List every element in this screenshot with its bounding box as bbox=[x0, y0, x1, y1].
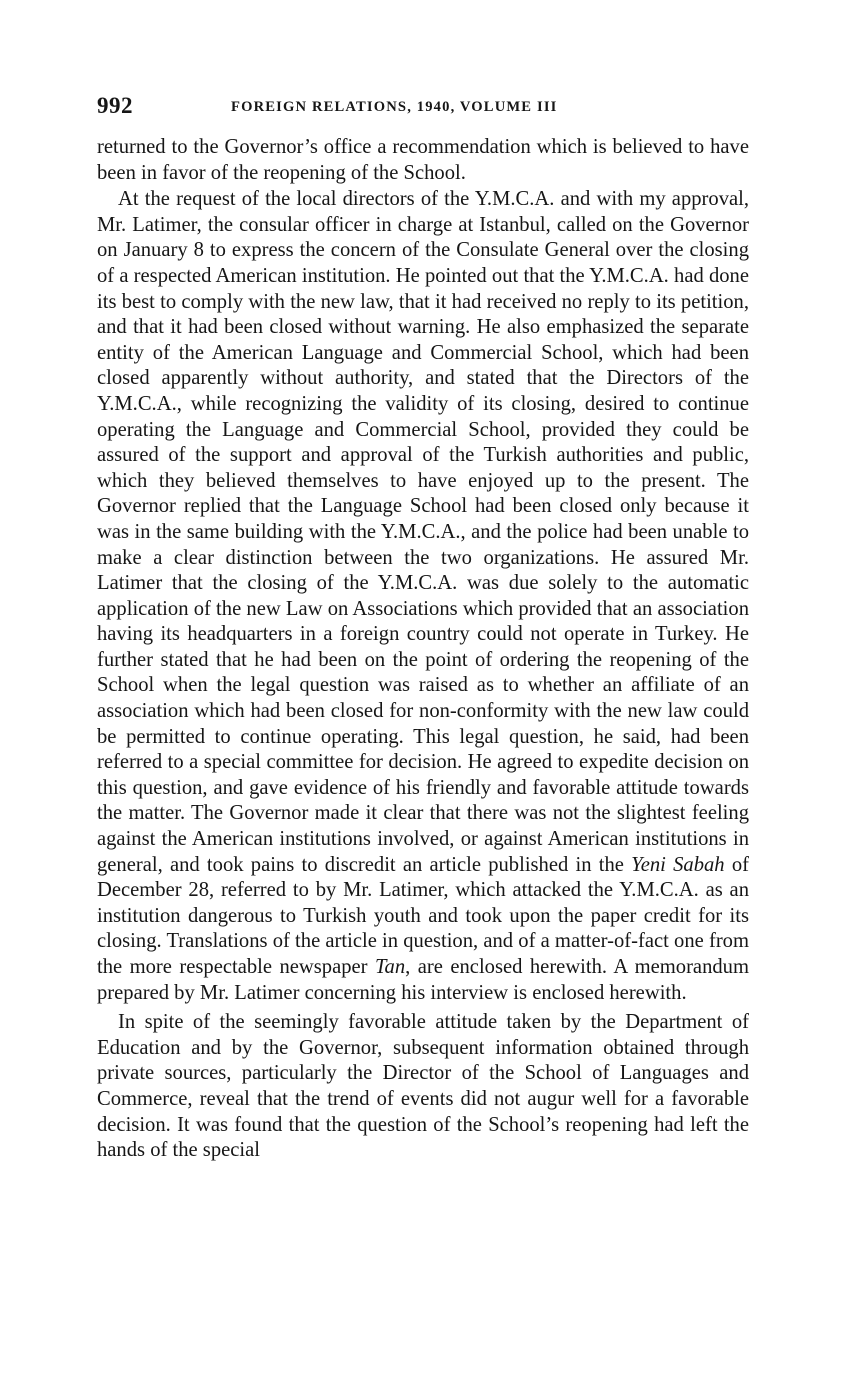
newspaper-title: Yeni Sabah bbox=[631, 853, 725, 876]
paragraph-continuation: returned to the Governor’s office a recommendation which is believed to have been in favor of the reopening of the School. bbox=[97, 136, 749, 184]
document-page bbox=[97, 93, 749, 1164]
paragraph-subsequent-information: In spite of the seemingly favorable attitude taken by the Department of Education and by the Governor, subsequent information obtained through private sources, particularly the Director of the School of Languages and Commerce, reveal that the trend of events did not augur well for a favorable decision. It was found that the question of the School’s reopening had left the hands of the special bbox=[97, 1011, 749, 1162]
running-head: FOREIGN RELATIONS, 1940, VOLUME III bbox=[231, 99, 558, 115]
paragraph-text: At the request of the local directors of the Y.M.C.A. and with my approval, Mr. Latimer, the consular officer in charge at Istanbul, called on the Governor on January 8 to express the concern of the Consulate General over the closing of a respected American institution. He pointed out that the Y.M.C.A. had done its best to comply with the new law, that it had received no reply to its petition, and that it had been closed without warning. He also emphasized the separate entity of the American Language and Commercial School, which had been closed apparently without authority, and stated that the Directors of the Y.M.C.A., while recognizing the validity of its closing, desired to continue operating the Language and Commercial School, provided they could be assured of the support and approval of the Turkish authorities and public, which they believed themselves to have enjoyed up to the present. The Governor replied that the Language School had been closed only because it was in the same building with the Y.M.C.A., and the police had been unable to make a clear distinction between the two organizations. He assured Mr. Latimer that the closing of the Y.M.C.A. was due solely to the automatic application of the new Law on Associations which provided that an association having its headquarters in a foreign country could not operate in Turkey. He further stated that he had been on the point of ordering the reopening of the School when the legal question was raised as to whether an affiliate of an association which had been closed for non-conformity with the new law could be permitted to continue operating. This legal question, he said, had been referred to a special committee for decision. He agreed to expedite decision on this question, and gave evidence of his friendly and favorable attitude towards the matter. The Governor made it clear that there was not the slightest feeling against the American institutions involved, or against American institutions in general, and took pains to discredit an article published in the bbox=[97, 188, 749, 876]
page-number: 992 bbox=[97, 93, 133, 118]
page-header bbox=[97, 93, 749, 125]
paragraph-text: , are enclosed herewith. A memorandum prepared by Mr. Latimer concerning his interview is enclosed herewith. bbox=[97, 956, 749, 1004]
newspaper-title: Tan bbox=[375, 956, 406, 978]
paragraph-text: of December 28, referred to by Mr. Latimer, which attacked the Y.M.C.A. as an institution dangerous to Turkish youth and took upon the paper credit for its closing. Translations of the article in question, and of a matter-of-fact one from the more respectable newspaper bbox=[97, 853, 749, 978]
body-text bbox=[97, 135, 749, 1164]
paragraph-consular-visit bbox=[97, 187, 749, 1006]
